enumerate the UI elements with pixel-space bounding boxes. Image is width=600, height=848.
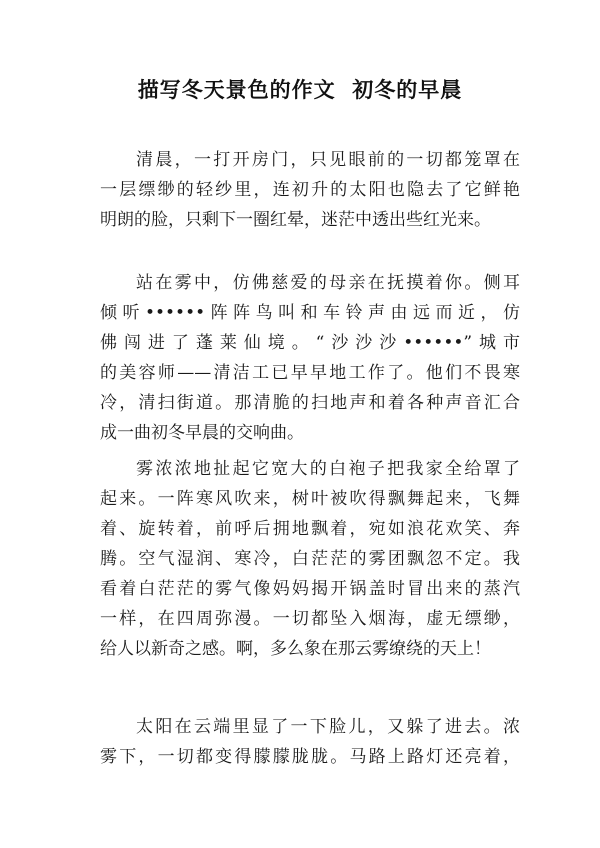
text-line: 成一曲初冬早晨的交响曲。 (100, 423, 304, 443)
text-line: 给人以新奇之感。啊，多么象在那云雾缭绕的天上！ (100, 639, 491, 659)
text-line: 站在雾中，仿佛慈爱的母亲在抚摸着你。侧耳 (136, 273, 520, 293)
paragraph-3 (100, 454, 520, 664)
text-line: 冷，清扫街道。那清脆的扫地声和着各种声音汇合 (100, 393, 520, 413)
text-line: 雾下，一切都变得朦朦胧胧。马路上路灯还亮着， (100, 747, 520, 767)
text-line: 一层缥缈的轻纱里，连初升的太阳也隐去了它鲜艳 (100, 180, 520, 200)
document-title: 描写冬天景色的作文 初冬的早晨 (137, 78, 463, 102)
paragraph-4 (100, 712, 520, 772)
paragraph-2 (100, 268, 520, 448)
paragraph-1 (100, 145, 520, 235)
text-line: 看着白茫茫的雾气像妈妈揭开锅盖时冒出来的蒸汽 (100, 579, 520, 599)
text-line: 明朗的脸，只剩下一圈红晕，迷茫中透出些红光来。 (100, 210, 491, 230)
text-line: 倾听••••••阵阵鸟叫和车铃声由远而近，仿 (100, 303, 520, 323)
text-line: 的美容师——清洁工已早早地工作了。他们不畏寒 (100, 363, 520, 383)
text-line: 清晨，一打开房门，只见眼前的一切都笼罩在 (136, 150, 520, 170)
text-line: 腾。空气湿润、寒冷，白茫茫的雾团飘忽不定。我 (100, 549, 520, 569)
text-line: 起来。一阵寒风吹来，树叶被吹得飘舞起来，飞舞 (100, 489, 520, 509)
text-line: 太阳在云端里显了一下脸儿，又躲了进去。浓 (136, 717, 520, 737)
text-line: 一样，在四周弥漫。一切都坠入烟海，虚无缥缈， (100, 609, 520, 629)
text-line: 着、旋转着，前呼后拥地飘着，宛如浪花欢笑、奔 (100, 519, 520, 539)
text-line: 雾浓浓地扯起它宽大的白袍子把我家全给罩了 (136, 459, 520, 479)
text-line: 佛闯进了蓬莱仙境。“沙沙沙••••••”城市 (100, 333, 520, 353)
